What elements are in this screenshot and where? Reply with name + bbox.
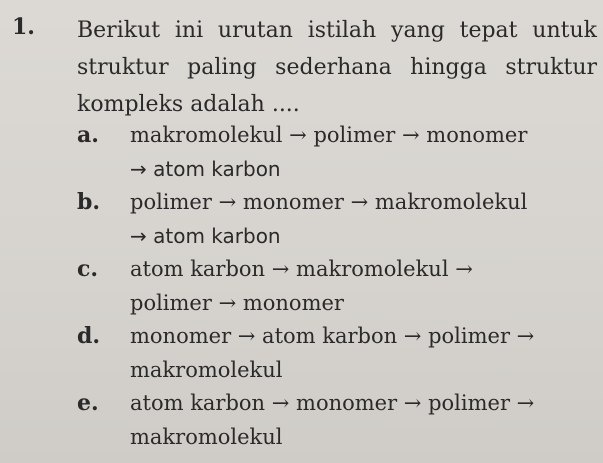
option-line: polimer → monomer	[130, 291, 344, 315]
stem-line: kompleks adalah ....	[77, 92, 300, 117]
option-text	[130, 252, 600, 320]
option-letter: a.	[77, 122, 99, 148]
option-line: polimer → monomer → makromolekul	[130, 190, 528, 214]
option-line: makromolekul	[130, 358, 283, 382]
option-text	[130, 118, 600, 186]
option-letter: d.	[77, 323, 101, 349]
option-letter: c.	[77, 256, 99, 282]
option-text	[130, 319, 600, 387]
question-stem	[77, 12, 597, 123]
option-letter: e.	[77, 390, 99, 416]
stem-line: Berikut ini urutan istilah yang tepat untuk	[77, 18, 597, 43]
option-line: makromolekul → polimer → monomer	[130, 123, 528, 147]
option-line: monomer → atom karbon → polimer →	[130, 324, 535, 348]
option-line: atom karbon → makromolekul →	[130, 257, 473, 281]
option-line: → atom karbon	[130, 224, 281, 248]
option-text	[130, 386, 600, 454]
option-line: atom karbon → monomer → polimer →	[130, 391, 535, 415]
option-letter: b.	[77, 189, 101, 215]
question-number: 1.	[12, 14, 35, 40]
option-line: makromolekul	[130, 425, 283, 449]
option-text	[130, 185, 600, 253]
option-line: → atom karbon	[130, 157, 281, 181]
stem-line: struktur paling sederhana hingga struktur	[77, 55, 597, 80]
